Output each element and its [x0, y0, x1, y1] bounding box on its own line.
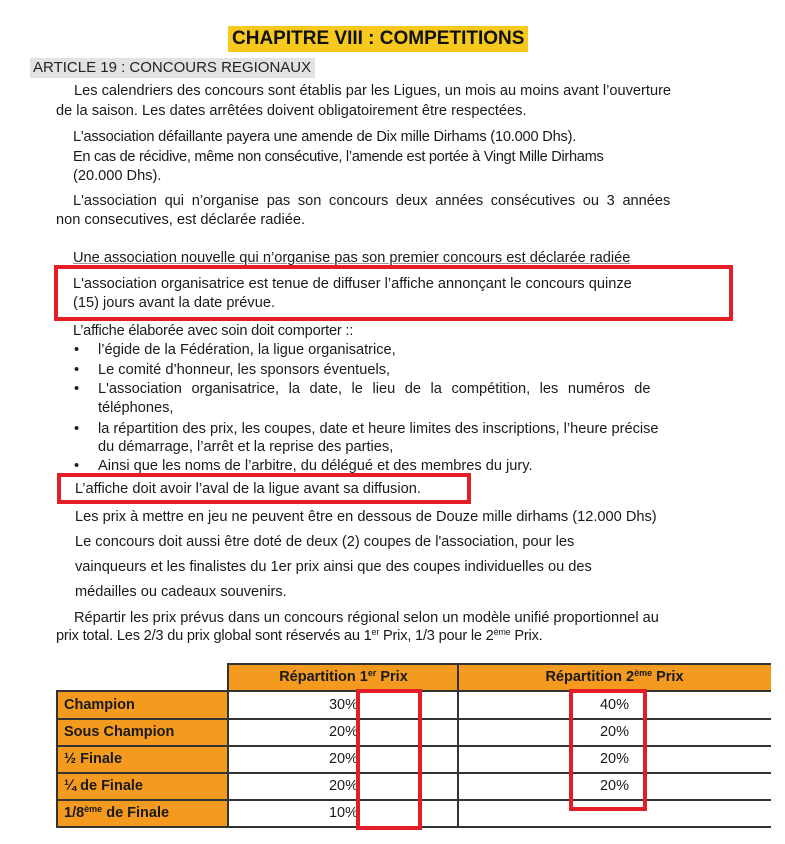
- paragraph-line: vainqueurs et les finalistes du 1er prix ainsi que des coupes individuelles ou des: [75, 559, 592, 575]
- bullet-icon: •: [74, 381, 80, 397]
- table-border: [227, 663, 771, 665]
- cell-prix1: 20%: [328, 724, 359, 740]
- table-border: [227, 663, 229, 828]
- bullet-icon: •: [74, 458, 80, 474]
- cell-prix1: 10%: [328, 805, 359, 821]
- cell-prix2: 20%: [599, 751, 630, 767]
- chapter-title: CHAPITRE VIII : COMPETITIONS: [228, 26, 528, 52]
- table-border: [457, 663, 459, 828]
- paragraph-line: En cas de récidive, même non consécutive, l’amende est portée à Vingt Mille Dirhams: [73, 149, 604, 165]
- paragraph-line: Répartir les prix prévus dans un concours régional selon un modèle unifié proportionnel au: [74, 610, 659, 626]
- bullet-item-continuation: du démarrage, l’arrêt et la reprise des parties,: [98, 439, 394, 455]
- paragraph-line: Le concours doit aussi être doté de deux (2) coupes de l'association, pour les: [75, 534, 575, 550]
- bullet-item: • l’égide de la Fédération, la ligue organisatrice,: [74, 342, 396, 358]
- bullet-item: • la répartition des prix, les coupes, date et heure limites des inscriptions, l’heure précise: [74, 421, 659, 437]
- paragraph-line: non consecutives, est déclarée radiée.: [56, 212, 306, 228]
- bullet-item-continuation: téléphones,: [98, 400, 174, 416]
- paragraph-line: (15) jours avant la date prévue.: [73, 295, 275, 311]
- paragraph-line: Une association nouvelle qui n’organise pas son premier concours est déclarée radiée: [73, 250, 631, 266]
- paragraph-line: L'association défaillante payera une amende de Dix mille Dirhams (10.000 Dhs).: [73, 129, 577, 145]
- bullet-icon: •: [74, 421, 80, 437]
- row-label-sous-champion: Sous Champion: [56, 719, 229, 746]
- row-label-demi-finale: ½ Finale: [56, 746, 229, 773]
- bullet-item: • Le comité d’honneur, les sponsors éventuels,: [74, 362, 391, 378]
- highlight-box: [356, 689, 422, 830]
- cell-prix2: 20%: [599, 778, 630, 794]
- paragraph-line: L'association qui n’organise pas son concours deux années consécutives ou 3 années: [73, 193, 671, 209]
- column-header-prix2: Répartition 2ème Prix: [458, 664, 771, 691]
- row-label-quart-finale: ¼ de Finale: [56, 773, 229, 800]
- paragraph-line: de la saison. Les dates arrêtées doivent obligatoirement être respectées.: [56, 103, 527, 119]
- column-header-prix1: Répartition 1er Prix: [229, 664, 458, 691]
- row-label-champion: Champion: [56, 692, 229, 719]
- bullet-icon: •: [74, 362, 80, 378]
- paragraph-line: L’affiche doit avoir l’aval de la ligue avant sa diffusion.: [75, 481, 421, 497]
- paragraph-line: Les prix à mettre en jeu ne peuvent être en dessous de Douze mille dirhams (12.000 Dhs): [75, 509, 657, 525]
- paragraph-line: L’affiche élaborée avec soin doit comporter ::: [73, 323, 354, 339]
- paragraph-line: L'association organisatrice est tenue de diffuser l’affiche annonçant le concours quinze: [73, 276, 632, 292]
- paragraph-line: prix total. Les 2/3 du prix global sont réservés au 1er Prix, 1/3 pour le 2ème Prix.: [56, 627, 543, 644]
- paragraph-line: médailles ou cadeaux souvenirs.: [75, 584, 287, 600]
- paragraph-line: Les calendriers des concours sont établis par les Ligues, un mois au moins avant l’ouverture: [74, 83, 672, 99]
- bullet-icon: •: [74, 342, 80, 358]
- cell-prix1: 30%: [328, 697, 359, 713]
- table-border: [56, 690, 58, 828]
- cell-prix1: 20%: [328, 751, 359, 767]
- cell-prix2: 20%: [599, 724, 630, 740]
- bullet-item: • L'association organisatrice, la date, le lieu de la compétition, les numéros de: [74, 381, 651, 397]
- cell-prix1: 20%: [328, 778, 359, 794]
- paragraph-line: (20.000 Dhs).: [73, 168, 162, 184]
- highlight-box: [569, 689, 647, 811]
- cell-prix2: 40%: [599, 697, 630, 713]
- row-label-huitieme-finale: 1/8ème de Finale: [56, 800, 229, 827]
- article-title: ARTICLE 19 : CONCOURS REGIONAUX: [30, 58, 315, 78]
- bullet-item: • Ainsi que les noms de l’arbitre, du délégué et des membres du jury.: [74, 458, 533, 474]
